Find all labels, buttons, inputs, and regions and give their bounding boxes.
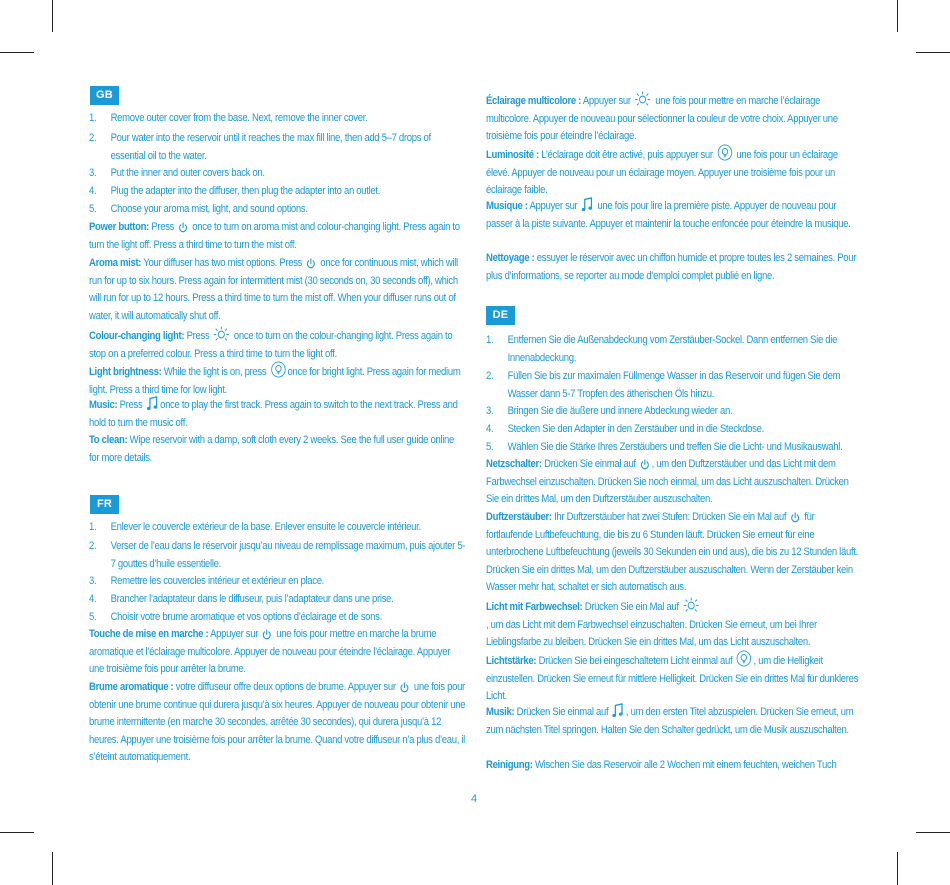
gb-step-5: 5. Choose your aroma mist, light, and sound options. (89, 203, 308, 215)
brightness-icon (717, 144, 732, 161)
de-brightness-paragraph: Lichtstärke: Drücken Sie bei eingeschaltetem Licht einmal auf , um die Helligkeit einzustellen. Drücken Sie erneut für mittlere Helligkeit. Drücken Sie ein drittes Mal für dunkleres Licht. (486, 650, 862, 706)
power-icon (262, 629, 272, 640)
music-note-icon (147, 396, 159, 411)
de-power-paragraph: Netzschalter: Drücken Sie einmal auf , um den Duftzerstäuber und das Licht mit dem Farbwechsel einzuschalten. Drücken Sie noch einmal, um das Licht auszuschalten. Drücken Sie ein drittes Mal, um den Duftzerstäuber auszuschalten. (486, 458, 849, 506)
de-step-1: 1. Entfernen Sie die Außenabdeckung vom Zerstäuber-Sockel. Dann entfernen Sie die Innenabdeckung. (486, 334, 838, 364)
section-badge-fr: FR (90, 495, 119, 514)
gb-step-3: 3. Put the inner and outer covers back on. (89, 167, 265, 179)
crop-mark-top-right-h (916, 52, 950, 53)
power-icon (790, 512, 800, 523)
power-icon (640, 459, 650, 470)
crop-mark-top-right-v (897, 0, 898, 32)
fr-power-paragraph: Touche de mise en marche : Appuyer sur une fois pour mettre en marche la brume aromatique et l’éclairage multicolore. Appuyer de nouveau pour éteindre l’éclairage. Appuyer une troisième fois pour arrêter la brume. (89, 628, 451, 676)
light-icon (214, 326, 230, 342)
gb-step-1: 1. Remove outer cover from the base. Next, remove the inner cover. (89, 112, 368, 124)
de-step-3: 3. Bringen Sie die äußere und innere Abdeckung wieder an. (486, 405, 733, 417)
crop-mark-bottom-right-v (897, 852, 898, 885)
light-icon (635, 91, 651, 107)
de-clean-paragraph: Reinigung: Wischen Sie das Reservoir alle 2 Wochen mit einem feuchten, weichen Tuch (486, 759, 837, 771)
de-step-2: 2. Füllen Sie bis zur maximalen Füllmenge Wasser in das Reservoir und fügen Sie dem Wasser dann 5-7 Tropfen des ätherischen Öls hinzu. (486, 370, 841, 400)
fr-step-1: 1. Enlever le couvercle extérieur de la base. Enlever ensuite le couvercle intérieur. (89, 521, 421, 533)
crop-mark-top-left-v (52, 0, 53, 32)
fr-step-3: 3. Remettre les couvercles intérieur et extérieur en place. (89, 575, 325, 587)
section-badge-de: DE (486, 306, 515, 325)
music-note-icon (582, 197, 594, 212)
fr-brightness-paragraph: Luminosité : L’éclairage doit être activé, puis appuyer sur une fois pour un éclairage élevé. Appuyer de nouveau pour un éclairage moyen. Appuyer une troisième fois pour un éclairage faible. (486, 144, 862, 200)
gb-clean-paragraph: To clean: Wipe reservoir with a damp, soft cloth every 2 weeks. See the full user guide online for more details. (89, 434, 455, 464)
gb-step-4: 4. Plug the adapter into the diffuser, then plug the adapter into an outlet. (89, 185, 381, 197)
fr-clean-paragraph: Nettoyage : essuyer le réservoir avec un chiffon humide et propre toutes les 2 semaines. Pour plus d’informations, se reporter au mode d’emploi complet publié en ligne. (486, 252, 857, 282)
fr-step-2: 2. Verser de l’eau dans le réservoir jusqu’au niveau de remplissage maximum, puis ajouter 5-7 gouttes d’huile essentielle. (89, 540, 466, 570)
page-number: 4 (471, 793, 478, 805)
crop-mark-top-left-h (0, 52, 34, 53)
power-icon (400, 682, 410, 693)
crop-mark-bottom-right-h (916, 832, 950, 833)
de-step-5: 5. Wählen Sie die Stärke Ihres Zerstäubers und treffen Sie die Licht- und Musikauswahl. (486, 441, 843, 453)
section-badge-gb: GB (90, 86, 119, 105)
fr-colour-paragraph: Éclairage multicolore : Appuyer sur une fois pour mettre en marche l’éclairage multicolore. Appuyer de nouveau pour sélectionner la couleur de votre choix. Appuyer une troisième fois pour éteindre l’éclairage. (486, 91, 862, 146)
crop-mark-bottom-left-v (52, 852, 53, 885)
de-step-4: 4. Stecken Sie den Adapter in den Zerstäuber und in die Steckdose. (486, 423, 764, 435)
crop-mark-bottom-left-h (0, 832, 34, 833)
gb-brightness-paragraph: Light brightness: While the light is on, press once for bright light. Press again for medium light. Press a third time for low light. (89, 361, 465, 399)
fr-aroma-paragraph: Brume aromatique : votre diffuseur offre deux options de brume. Appuyer sur une fois pour obtenir une brume continue qui durera jusqu’à six heures. Appuyer de nouveau pour obtenir une brume intermittente (en marche 30 secondes, arrêtée 30 secondes), qui durera jusqu’à 12 heures. Appuyer une troisième fois pour arrêter la brume. Quand votre diffuseur n’a plus d’eau, il s’éteint automatiquement. (89, 681, 466, 764)
power-icon (306, 258, 316, 269)
light-icon (683, 597, 699, 613)
fr-step-5: 5. Choisir votre brume aromatique et vos options d’éclairage et de sons. (89, 611, 382, 623)
gb-step-2: 2. Pour water into the reservoir until it reaches the max fill line, then add 5–7 drops of essential oil to the water. (89, 132, 431, 162)
fr-music-paragraph: Musique : Appuyer sur une fois pour lire la première piste. Appuyer de nouveau pour passer à la piste suivante. Appuyer et maintenir la touche enfoncée pour éteindre la musique. (486, 197, 862, 233)
brightness-icon (736, 650, 751, 667)
gb-colour-paragraph: Colour-changing light: Press once to turn on the colour-changing light. Press again to stop on a preferred colour. Press a third time to turn the light off. (89, 326, 465, 363)
brightness-icon (270, 361, 285, 378)
gb-aroma-paragraph: Aroma mist: Your diffuser has two mist options. Press once for continuous mist, which will run for up to six hours. Press again for intermittent mist (30 seconds on, 30 seconds off), which will run for up to 12 hours. Press a third time to turn the mist off. When your diffuser runs out of water, it will automatically shut off. (89, 257, 458, 322)
gb-power-paragraph: Power button: Press once to turn on aroma mist and colour-changing light. Press again to turn the light off. Press a third time to turn the mist off. (89, 221, 460, 251)
music-note-icon (612, 703, 624, 718)
de-aroma-paragraph: Duftzerstäuber: Ihr Duftzerstäuber hat zwei Stufen: Drücken Sie ein Mal auf für fortlaufende Luftbefeuchtung, die bis zu 6 Stunden läuft. Drücken Sie erneut für eine unterbrochene Luftbefeuchtung (jeweils 30 Sekunden ein und aus), die bis zu 12 Stunden läuft. Drücken Sie ein drittes Mal, um den Duftzerstäuber auszuschalten. Wenn der Zerstäuber kein Wasser mehr hat, schaltet er sich automatisch aus. (486, 511, 858, 594)
power-icon (178, 222, 188, 233)
de-music-paragraph: Musik: Drücken Sie einmal auf , um den ersten Titel abzuspielen. Drücken Sie erneut, um zum nächsten Titel springen. Halten Sie den Schalter gedrückt, um die Musik auszuschalten. (486, 703, 862, 739)
de-colour-paragraph: Licht mit Farbwechsel: Drücken Sie ein Mal auf , um das Licht mit dem Farbwechsel einzuschalten. Drücken Sie erneut, um bei Ihrer Lieblingsfarbe zu bleiben. Drücken Sie ein drittes Mal, um das Licht auszuschalten. (486, 597, 862, 652)
fr-step-4: 4. Brancher l’adaptateur dans le diffuseur, puis l’adaptateur dans une prise. (89, 593, 394, 605)
gb-music-paragraph: Music: Press once to play the first track. Press again to switch to the next track. Press and hold to turn the music off. (89, 396, 465, 432)
